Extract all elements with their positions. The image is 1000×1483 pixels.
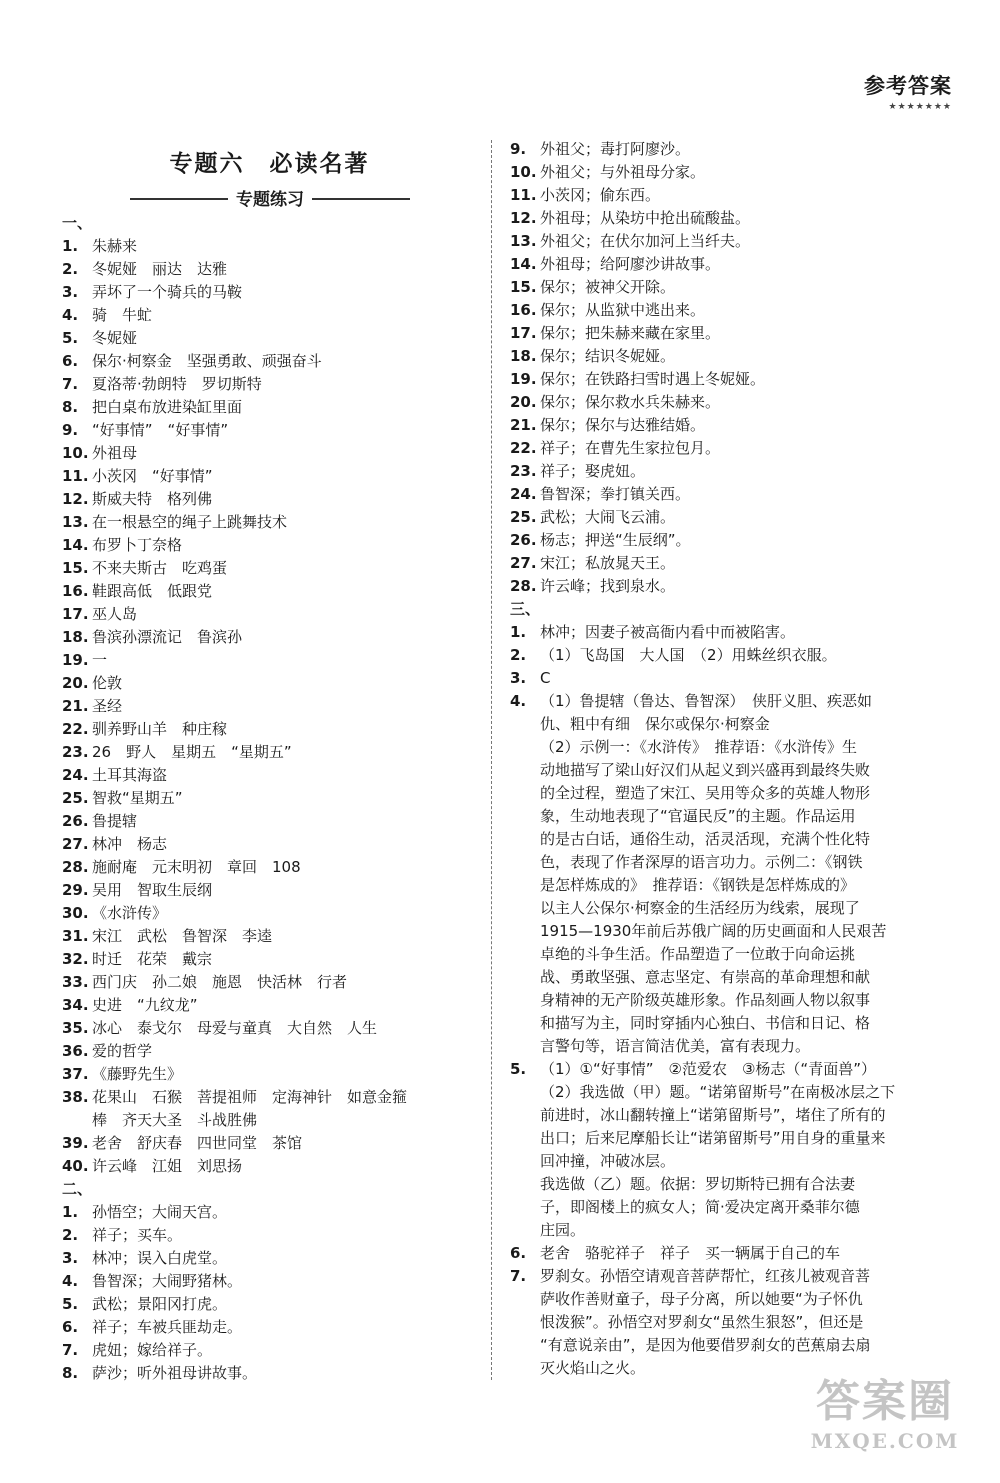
item-text: 庄园。 [540, 1221, 586, 1239]
answer-item [62, 879, 482, 902]
item-text: 萨沙；听外祖母讲故事。 [92, 1364, 258, 1382]
item-number: 30. [62, 904, 89, 922]
answer-item [62, 764, 482, 787]
answer-item [62, 994, 482, 1017]
item-number: 15. [510, 278, 537, 296]
answer-item [62, 1201, 482, 1224]
section-title: 专题六 必读名著 [169, 151, 370, 177]
item-text: 外祖母 [92, 444, 138, 462]
answer-item [62, 603, 482, 626]
answer-item [62, 1270, 482, 1293]
answer-item [510, 828, 950, 851]
item-number: 5. [62, 329, 79, 347]
item-text: 冰心 泰戈尔 母爱与童真 大自然 人生 [92, 1019, 378, 1037]
item-number: 16. [510, 301, 537, 319]
item-text: 外祖父；在伏尔加河上当纤夫。 [540, 232, 751, 250]
item-text: 我选做（乙）题。依据：罗切斯特已拥有合法妻 [540, 1175, 856, 1193]
item-text: 鲁智深；大闹野猪林。 [92, 1272, 243, 1290]
answer-item [510, 414, 950, 437]
answer-item [510, 138, 950, 161]
item-number: 7. [510, 1267, 527, 1285]
answer-item [510, 1311, 950, 1334]
answer-item [62, 925, 482, 948]
item-number: 18. [62, 628, 89, 646]
item-number: 6. [510, 1244, 527, 1262]
item-text: 的全过程，塑造了宋江、吴用等众多的英雄人物形 [540, 784, 871, 802]
item-text: 回冲撞，冲破冰层。 [540, 1152, 676, 1170]
answer-item [62, 258, 482, 281]
item-text: 《水浒传》 [92, 904, 168, 922]
answer-item [62, 580, 482, 603]
item-text: 把白桌布放进染缸里面 [92, 398, 243, 416]
answer-item [510, 253, 950, 276]
answer-item [62, 373, 482, 396]
answer-item [510, 920, 950, 943]
item-text: 夏洛蒂·勃朗特 罗切斯特 [92, 375, 262, 393]
item-text: 1915—1930年前后苏俄广阔的历史画面和人民艰苦 [540, 922, 887, 940]
item-text: 林冲；因妻子被高衙内看中而被陷害。 [540, 623, 796, 641]
item-text: 朱赫来 [92, 237, 138, 255]
item-number: 23. [62, 743, 89, 761]
answer-item [62, 442, 482, 465]
item-text: 宋江；私放晁天王。 [540, 554, 676, 572]
answer-item [510, 1242, 950, 1265]
answer-item [62, 948, 482, 971]
right-column [510, 138, 950, 1380]
item-number: 13. [62, 513, 89, 531]
answer-item [510, 161, 950, 184]
item-number: 19. [510, 370, 537, 388]
item-text: 言警句等，语言简洁优美，富有表现力。 [540, 1037, 811, 1055]
page-header [864, 70, 952, 112]
answer-item [510, 1058, 950, 1081]
item-text: 武松；景阳冈打虎。 [92, 1295, 228, 1313]
answer-item [510, 230, 950, 253]
answer-item [62, 419, 482, 442]
answer-item [62, 235, 482, 258]
item-number: 3. [62, 1249, 79, 1267]
answer-item [510, 1334, 950, 1357]
answer-item [510, 1035, 950, 1058]
item-number: 7. [62, 375, 79, 393]
item-text: 仇、粗中有细 保尔或保尔·柯察金 [540, 715, 770, 733]
answer-item [62, 787, 482, 810]
item-text: （2）示例一：《水浒传》 推荐语：《水浒传》生 [540, 738, 858, 756]
item-text: C [540, 669, 551, 687]
item-text: 时迁 花荣 戴宗 [92, 950, 213, 968]
header-stars-decoration: ★★★★★★★ [888, 102, 952, 112]
watermark-url: MXQE.COM [810, 1429, 960, 1453]
item-text: 花果山 石猴 菩提祖师 定海神针 如意金箍 [92, 1088, 408, 1106]
item-number: 22. [62, 720, 89, 738]
item-text: 罗刹女。孙悟空请观音菩萨帮忙，红孩儿被观音菩 [540, 1267, 871, 1285]
item-text: 骑 牛虻 [92, 306, 153, 324]
answer-item [510, 644, 950, 667]
item-number: 11. [62, 467, 89, 485]
answer-item [62, 810, 482, 833]
item-text: 卓绝的斗争生活。作品塑造了一位敢于向命运挑 [540, 945, 856, 963]
item-text: 祥子；在曹先生家拉包月。 [540, 439, 721, 457]
item-text: 色，表现了作者深厚的语言功力。示例二：《钢铁 [540, 853, 863, 871]
answer-item [510, 621, 950, 644]
answer-item [510, 276, 950, 299]
item-number: 3. [510, 669, 527, 687]
item-number: 11. [510, 186, 537, 204]
answer-item [510, 299, 950, 322]
answer-item [510, 690, 950, 713]
item-number: 1. [510, 623, 527, 641]
answer-item [62, 281, 482, 304]
item-text: （1）①“好事情” ②范爱农 ③杨志（“青面兽”） [540, 1060, 876, 1078]
item-text: 和描写为主，同时穿插内心独白、书信和日记、格 [540, 1014, 871, 1032]
item-text: 保尔；从监狱中逃出来。 [540, 301, 706, 319]
item-number: 3. [62, 283, 79, 301]
answer-item [62, 718, 482, 741]
section-label: 三、 [510, 600, 541, 618]
item-text: 鲁提辖 [92, 812, 138, 830]
subtitle: 专题练习 [228, 185, 312, 210]
item-number: 5. [510, 1060, 527, 1078]
item-number: 34. [62, 996, 89, 1014]
item-text: 棒 齐天大圣 斗战胜佛 [92, 1111, 258, 1129]
item-number: 27. [62, 835, 89, 853]
item-number: 38. [62, 1088, 89, 1106]
item-number: 6. [62, 1318, 79, 1336]
answer-item [62, 902, 482, 925]
item-number: 13. [510, 232, 537, 250]
item-text: 鞋跟高低 低跟党 [92, 582, 213, 600]
item-number: 39. [62, 1134, 89, 1152]
answer-item [510, 713, 950, 736]
item-text: 保尔；结识冬妮娅。 [540, 347, 676, 365]
answer-item [62, 1155, 482, 1178]
answer-item [62, 833, 482, 856]
item-text: 恨泼猴”。孙悟空对罗刹女“虽然生狠怒”，但还是 [540, 1313, 864, 1331]
item-text: 智救“星期五” [92, 789, 183, 807]
answer-item [510, 759, 950, 782]
item-text: 斯威夫特 格列佛 [92, 490, 213, 508]
item-number: 12. [510, 209, 537, 227]
answer-item [62, 626, 482, 649]
item-number: 17. [62, 605, 89, 623]
item-number: 31. [62, 927, 89, 945]
answer-item [62, 1086, 482, 1109]
answer-item [62, 1132, 482, 1155]
answer-item [510, 1150, 950, 1173]
answer-item [510, 552, 950, 575]
item-text: 西门庆 孙二娘 施恩 快活林 行者 [92, 973, 348, 991]
answer-item [62, 1017, 482, 1040]
answer-item [510, 736, 950, 759]
item-number: 37. [62, 1065, 89, 1083]
item-number: 25. [62, 789, 89, 807]
answer-item [510, 184, 950, 207]
item-text: 出口；后来尼摩船长让“诺第留斯号”用自身的重量来 [540, 1129, 886, 1147]
item-text: 弄坏了一个骑兵的马鞍 [92, 283, 243, 301]
item-text: 保尔·柯察金 坚强勇敢、顽强奋斗 [92, 352, 322, 370]
item-number: 16. [62, 582, 89, 600]
item-number: 15. [62, 559, 89, 577]
item-text: 孙悟空；大闹天宫。 [92, 1203, 228, 1221]
answer-item [62, 1063, 482, 1086]
item-text: 保尔；保尔与达雅结婚。 [540, 416, 706, 434]
answer-item [510, 1127, 950, 1150]
answer-item [510, 897, 950, 920]
item-number: 36. [62, 1042, 89, 1060]
item-number: 4. [62, 1272, 79, 1290]
answer-item [62, 304, 482, 327]
item-number: 40. [62, 1157, 89, 1175]
item-number: 9. [62, 421, 79, 439]
item-number: 21. [510, 416, 537, 434]
item-number: 10. [62, 444, 89, 462]
item-text: 在一根悬空的绳子上跳舞技术 [92, 513, 288, 531]
answer-item [510, 851, 950, 874]
item-number: 1. [62, 1203, 79, 1221]
item-text: 冬妮娅 丽达 达雅 [92, 260, 228, 278]
item-number: 10. [510, 163, 537, 181]
answer-item [510, 989, 950, 1012]
item-number: 2. [510, 646, 527, 664]
item-text: 保尔；在铁路扫雪时遇上冬妮娅。 [540, 370, 766, 388]
item-text: 圣经 [92, 697, 123, 715]
answer-item [510, 1196, 950, 1219]
watermark-logo [810, 1375, 960, 1463]
answer-item [62, 511, 482, 534]
item-number: 32. [62, 950, 89, 968]
answer-item [62, 1362, 482, 1385]
answer-item [510, 207, 950, 230]
item-text: 26 野人 星期五 “星期五” [92, 743, 292, 761]
item-text: 外祖父；与外祖母分家。 [540, 163, 706, 181]
item-text: 林冲 杨志 [92, 835, 168, 853]
item-number: 2. [62, 260, 79, 278]
answer-item [510, 874, 950, 897]
item-text: 外祖父；毒打阿廖沙。 [540, 140, 691, 158]
watermark-text: 答案圈 [816, 1376, 954, 1427]
item-number: 26. [510, 531, 537, 549]
answer-item [510, 391, 950, 414]
item-number: 19. [62, 651, 89, 669]
answer-item [62, 695, 482, 718]
answer-item [62, 649, 482, 672]
item-text: 土耳其海盗 [92, 766, 168, 784]
answer-item [510, 460, 950, 483]
answer-item [510, 1173, 950, 1196]
item-text: 虎妞；嫁给祥子。 [92, 1341, 213, 1359]
item-text: 子，即阁楼上的疯女人；简·爱决定离开桑菲尔德 [540, 1198, 860, 1216]
item-number: 22. [510, 439, 537, 457]
item-number: 29. [62, 881, 89, 899]
item-text: 萨收作善财童子，母子分离，所以她要“为子怀仇 [540, 1290, 863, 1308]
answer-item [510, 506, 950, 529]
item-text: 施耐庵 元末明初 章回 108 [92, 858, 301, 876]
item-text: 爱的哲学 [92, 1042, 153, 1060]
answer-item [62, 741, 482, 764]
item-text: 史进 “九纹龙” [92, 996, 198, 1014]
answer-item [510, 368, 950, 391]
answer-item [510, 1265, 950, 1288]
item-text: 是怎样炼成的》 推荐语：《钢铁是怎样炼成的》 [540, 876, 856, 894]
column-divider [491, 140, 492, 1380]
answer-item [62, 1109, 482, 1132]
item-text: 巫人岛 [92, 605, 138, 623]
item-text: 小茨冈 “好事情” [92, 467, 213, 485]
answer-item [62, 534, 482, 557]
answer-item [510, 782, 950, 805]
item-text: 武松；大闹飞云浦。 [540, 508, 676, 526]
left-column [62, 212, 482, 1385]
section-label: 二、 [62, 1180, 93, 1198]
answer-item [62, 350, 482, 373]
answer-item [62, 557, 482, 580]
item-number: 4. [510, 692, 527, 710]
answer-item [510, 575, 950, 598]
answer-item [510, 529, 950, 552]
item-text: 老舍 舒庆春 四世同堂 茶馆 [92, 1134, 303, 1152]
answer-item [510, 966, 950, 989]
item-text: 鲁滨孙漂流记 鲁滨孙 [92, 628, 243, 646]
item-number: 4. [62, 306, 79, 324]
answer-item [510, 943, 950, 966]
item-text: “有意说亲由”，是因为他要借罗刹女的芭蕉扇去扇 [540, 1336, 871, 1354]
item-text: 林冲；误入白虎堂。 [92, 1249, 228, 1267]
item-number: 17. [510, 324, 537, 342]
item-number: 8. [62, 1364, 79, 1382]
item-text: 战、勇敢坚强、意志坚定、有崇高的革命理想和献 [540, 968, 871, 986]
answer-item [510, 437, 950, 460]
item-text: 驯养野山羊 种庄稼 [92, 720, 228, 738]
item-text: 外祖母；从染坊中抢出硫酸盐。 [540, 209, 751, 227]
answer-item [62, 672, 482, 695]
item-text: “好事情” “好事情” [92, 421, 229, 439]
item-number: 21. [62, 697, 89, 715]
item-text: 一 [92, 651, 108, 669]
answer-item [62, 971, 482, 994]
item-number: 23. [510, 462, 537, 480]
item-number: 33. [62, 973, 89, 991]
answer-item [510, 483, 950, 506]
item-number: 24. [510, 485, 537, 503]
answer-item [510, 805, 950, 828]
item-text: 宋江 武松 鲁智深 李逵 [92, 927, 273, 945]
subtitle-banner [130, 185, 410, 210]
answer-item [62, 856, 482, 879]
item-number: 28. [510, 577, 537, 595]
item-number: 25. [510, 508, 537, 526]
item-text: 鲁智深；拳打镇关西。 [540, 485, 691, 503]
item-text: （1）飞岛国 大人国 （2）用蛛丝织衣服。 [540, 646, 837, 664]
answer-item [62, 327, 482, 350]
item-text: 老舍 骆驼祥子 祥子 买一辆属于自己的车 [540, 1244, 841, 1262]
section-label: 一、 [62, 214, 93, 232]
item-text: 外祖母；给阿廖沙讲故事。 [540, 255, 721, 273]
answer-item [510, 1288, 950, 1311]
answer-item [62, 396, 482, 419]
item-text: 前进时，冰山翻转撞上“诺第留斯号”，堵住了所有的 [540, 1106, 886, 1124]
item-number: 9. [510, 140, 527, 158]
item-number: 14. [510, 255, 537, 273]
item-text: 灭火焰山之火。 [540, 1359, 646, 1377]
item-number: 27. [510, 554, 537, 572]
item-number: 6. [62, 352, 79, 370]
item-number: 26. [62, 812, 89, 830]
item-number: 20. [62, 674, 89, 692]
answer-item [62, 1040, 482, 1063]
answer-item [62, 1224, 482, 1247]
item-text: 小茨冈；偷东西。 [540, 186, 661, 204]
item-text: 身精神的无产阶级英雄形象。作品刻画人物以叙事 [540, 991, 871, 1009]
answer-item [510, 1081, 950, 1104]
item-text: （2）我选做（甲）题。“诺第留斯号”在南极冰层之下 [540, 1083, 896, 1101]
item-text: 布罗卜丁奈格 [92, 536, 183, 554]
item-text: 不来夫斯古 吃鸡蛋 [92, 559, 228, 577]
answer-item [62, 1293, 482, 1316]
answer-item [510, 345, 950, 368]
item-text: 祥子；车被兵匪劫走。 [92, 1318, 243, 1336]
item-text: 动地描写了梁山好汉们从起义到兴盛再到最终失败 [540, 761, 871, 779]
item-text: 保尔；保尔救水兵朱赫来。 [540, 393, 721, 411]
item-number: 28. [62, 858, 89, 876]
item-number: 18. [510, 347, 537, 365]
item-text: 《藤野先生》 [92, 1065, 183, 1083]
answer-item [62, 1339, 482, 1362]
header-title: 参考答案 [864, 73, 952, 98]
item-number: 7. [62, 1341, 79, 1359]
item-text: （1）鲁提辖（鲁达、鲁智深） 侠肝义胆、疾恶如 [540, 692, 873, 710]
answer-item [510, 1012, 950, 1035]
item-text: 许云峰；找到泉水。 [540, 577, 676, 595]
item-number: 35. [62, 1019, 89, 1037]
item-number: 24. [62, 766, 89, 784]
item-number: 20. [510, 393, 537, 411]
item-text: 吴用 智取生辰纲 [92, 881, 213, 899]
item-number: 14. [62, 536, 89, 554]
item-number: 1. [62, 237, 79, 255]
item-text: 许云峰 江姐 刘思扬 [92, 1157, 243, 1175]
item-text: 保尔；被神父开除。 [540, 278, 676, 296]
answer-item [62, 1247, 482, 1270]
answer-item [510, 1104, 950, 1127]
item-number: 12. [62, 490, 89, 508]
item-text: 杨志；押送“生辰纲”。 [540, 531, 691, 549]
answer-item [62, 465, 482, 488]
answer-item [62, 1316, 482, 1339]
item-text: 以主人公保尔·柯察金的生活经历为线索，展现了 [540, 899, 860, 917]
answer-item [510, 1219, 950, 1242]
item-text: 象，生动地表现了“官逼民反”的主题。作品运用 [540, 807, 856, 825]
item-number: 8. [62, 398, 79, 416]
item-text: 的是古白话，通俗生动，活灵活现，充满个性化特 [540, 830, 871, 848]
answer-item [62, 488, 482, 511]
item-number: 5. [62, 1295, 79, 1313]
item-text: 祥子；娶虎妞。 [540, 462, 646, 480]
item-number: 2. [62, 1226, 79, 1244]
item-text: 祥子；买车。 [92, 1226, 183, 1244]
answer-item [510, 322, 950, 345]
item-text: 保尔；把朱赫来藏在家里。 [540, 324, 721, 342]
item-text: 伦敦 [92, 674, 123, 692]
item-text: 冬妮娅 [92, 329, 138, 347]
answer-item [510, 667, 950, 690]
